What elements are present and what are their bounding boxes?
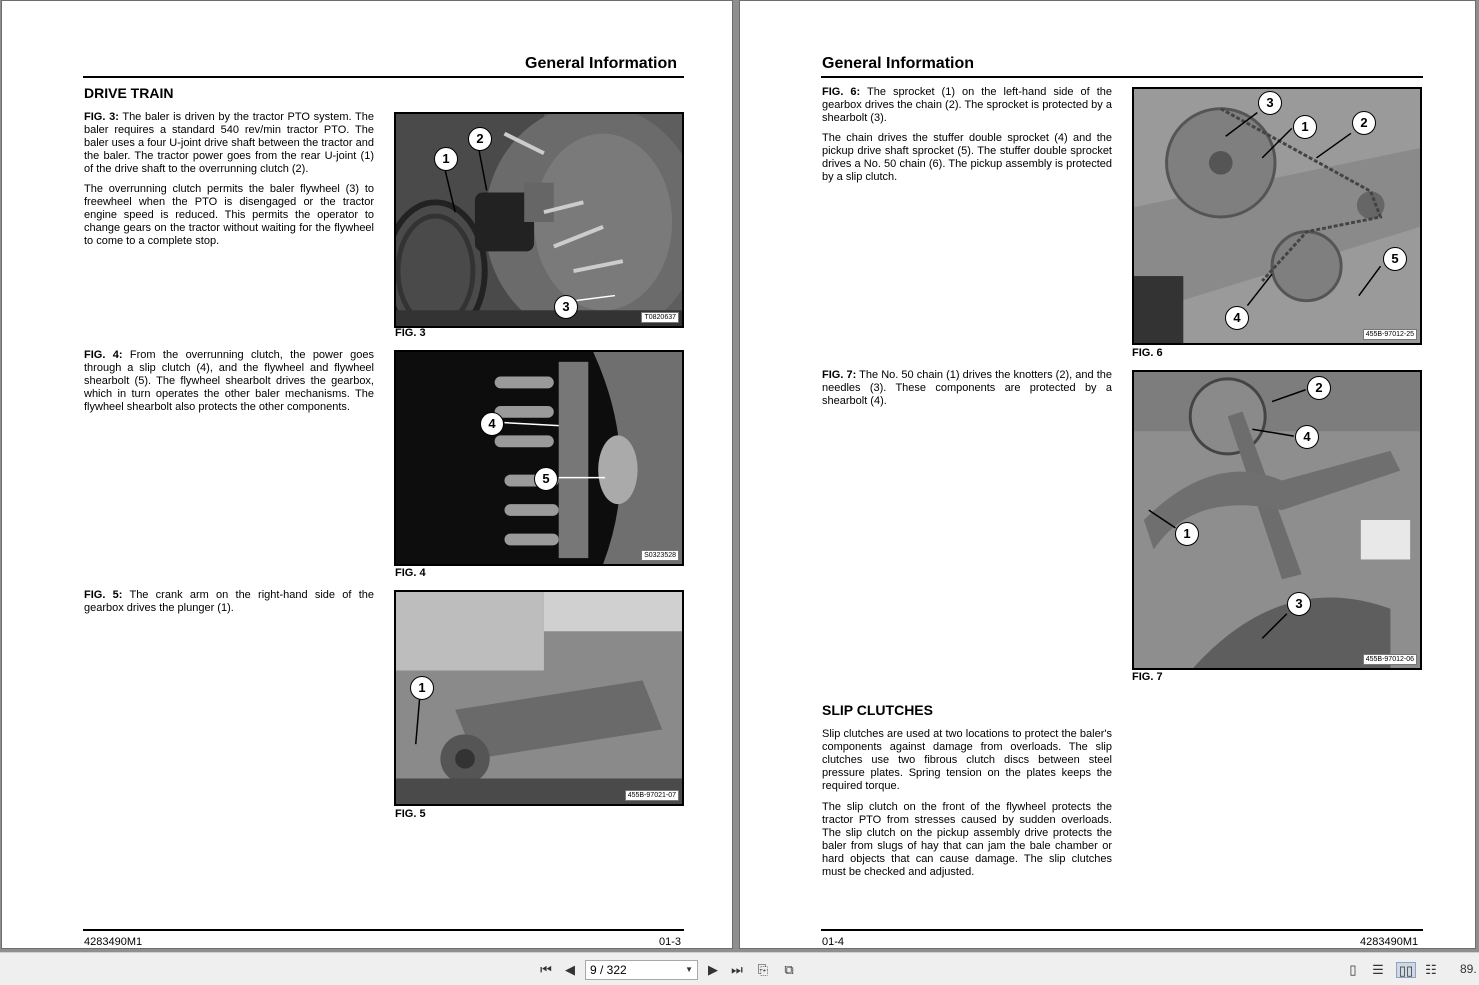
paragraph-fig7: FIG. 7: The No. 50 chain (1) drives the knotters (2), and the needles (3). These components are protected by a shearbolt (4). [822,369,1112,407]
figure-code: S0323528 [641,550,679,561]
single-page-icon[interactable]: ▯ [1349,962,1357,977]
facing-page-icon[interactable]: ▯▯ [1396,962,1416,978]
document-page-left [1,0,733,949]
footer-rule [83,929,684,931]
figure-code: 455B-97012-06 [1363,654,1417,665]
section-title: SLIP CLUTCHES [822,702,933,718]
footer-page-number: 01-3 [659,936,682,948]
callout-2: 2 [1307,376,1331,400]
page-header-title: General Information [822,55,975,72]
next-page-icon[interactable]: ▶ [708,962,718,977]
footer-rule [821,929,1423,931]
viewer-toolbar [0,952,1479,985]
paragraph-chain-drive: The chain drives the stuffer double sprocket (4) and the pickup drive shaft sprocket (5). The stuffer double sprocket drives a No. 50 chain (6). The pickup assembly is protected by a slip clutch. [822,132,1112,183]
callout-1: 1 [410,676,434,700]
go-back-icon[interactable]: ⎘ [757,962,769,977]
figure-caption: FIG. 7 [1132,671,1163,683]
callout-3: 3 [554,295,578,319]
callout-5: 5 [534,467,558,491]
figure-7-photo [1132,370,1422,670]
figure-caption: FIG. 6 [1132,347,1163,359]
page-number-input[interactable] [585,960,698,980]
paragraph-fig3: FIG. 3: The baler is driven by the tractor PTO system. The baler requires a standard 540 rev/min tractor PTO. The baler uses a four U-joint drive shaft between the tractor and the baler. The tractor power goes from the rear U-joint (1) of the drive shaft to the overrunning clutch (2). [84,111,374,175]
callout-1: 1 [434,147,458,171]
figure-code: 455B-97021-07 [625,790,679,801]
footer-part-number: 4283490M1 [1360,936,1419,948]
callout-4: 4 [480,412,504,436]
footer-part-number: 4283490M1 [84,936,143,948]
last-page-icon[interactable]: ⏭ [731,962,743,977]
figure-caption: FIG. 3 [395,327,426,339]
paragraph-overrunning-clutch: The overrunning clutch permits the baler flywheel (3) to freewheel when the PTO is disengaged or the tractor engine speed is reduced. This permits the operator to change gears on the tractor without waiting for the flywheel to come to a complete stop. [84,183,374,247]
callout-1: 1 [1293,115,1317,139]
callout-3: 3 [1258,91,1282,115]
callout-3: 3 [1287,592,1311,616]
continuous-page-icon[interactable]: ☰ [1372,962,1384,977]
document-page-right [739,0,1476,949]
figure-4-photo [394,350,684,566]
figure-5-photo [394,590,684,806]
figure-3-photo [394,112,684,328]
callout-2: 2 [1352,111,1376,135]
figure-code: T0820637 [641,312,679,323]
header-rule [83,76,684,78]
callout-4: 4 [1225,306,1249,330]
prev-page-icon[interactable]: ◀ [565,962,575,977]
section-title: DRIVE TRAIN [84,85,174,101]
footer-page-number: 01-4 [822,936,845,948]
figure-caption: FIG. 5 [395,808,426,820]
figure-caption: FIG. 4 [395,567,426,579]
callout-4: 4 [1295,425,1319,449]
chevron-down-icon[interactable]: ▼ [685,965,693,974]
paragraph-fig4: FIG. 4: From the overrunning clutch, the power goes through a slip clutch (4), and the flywheel and flywheel shearbolt (5). The flywheel shearbolt drives the gearbox, which in turn operates the other baler mechanisms. The flywheel shearbolt also protects the other components. [84,349,374,413]
page-header-title: General Information [525,55,678,72]
figure-code: 455B-97012-25 [1363,329,1417,340]
paragraph-fig5: FIG. 5: The crank arm on the right-hand side of the gearbox drives the plunger (1). [84,589,374,614]
continuous-facing-icon[interactable]: ☷ [1425,962,1437,977]
figure-6-photo [1132,87,1422,345]
callout-2: 2 [468,127,492,151]
go-forward-icon[interactable]: ⧉ [784,962,794,977]
header-rule [821,76,1423,78]
first-page-icon[interactable]: ⏮ [540,962,552,977]
paragraph-fig6: FIG. 6: The sprocket (1) on the left-hand side of the gearbox drives the chain (2). The sprocket is protected by a shearbolt (3). [822,86,1112,124]
paragraph-slip-clutches: Slip clutches are used at two locations to protect the baler's components against damage from overloads. The slip clutches use two fibrous clutch discs between steel pressure plates. Spring tension on the plates keeps the required torque. [822,728,1112,792]
page-indicator: 9 / 322 [590,963,627,977]
callout-1: 1 [1175,522,1199,546]
paragraph-slip-clutch-front: The slip clutch on the front of the flywheel protects the tractor PTO from stresses caused by sudden overloads. The slip clutch on the pickup assembly drive protects the baler from slugs of hay that can jam the bale chamber or hard objects that can cause damage. The slip clutches must be checked and adjusted. [822,801,1112,878]
callout-5: 5 [1383,247,1407,271]
zoom-level[interactable]: 89. [1460,962,1477,976]
